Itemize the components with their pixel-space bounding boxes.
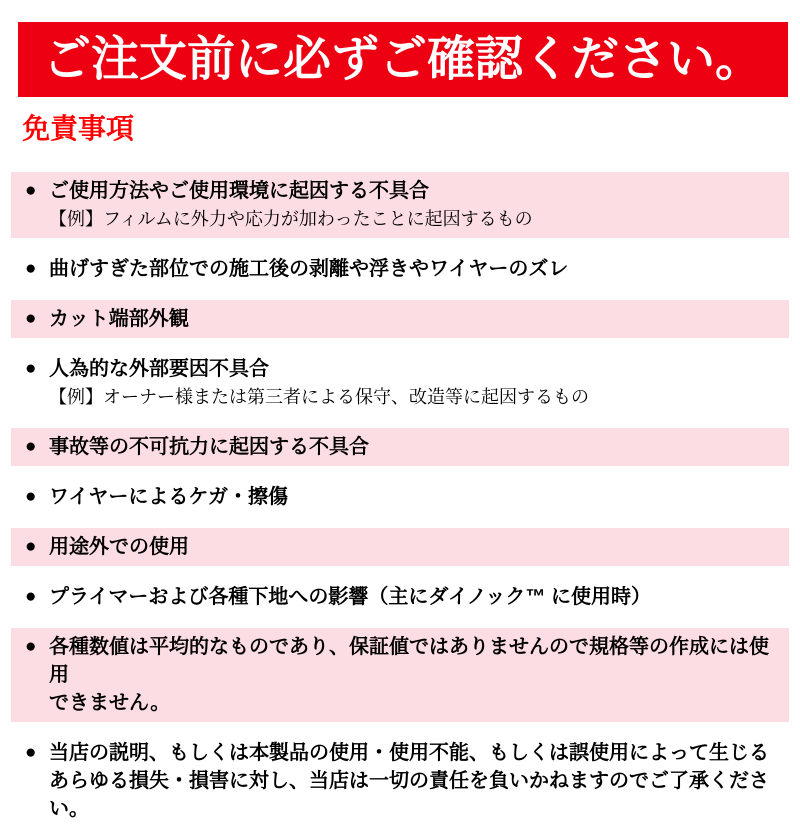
item-text-continued: あらゆる損失・損害に対し、当店は一切の責任を負いかねますのでご了承ください。	[49, 770, 769, 820]
banner-title: ご注文前に必ずご確認ください。	[42, 32, 763, 86]
item-text: ワイヤーによるケガ・擦傷	[49, 486, 288, 508]
disclaimer-heading: 免責事項	[22, 113, 135, 144]
bullet-icon: ●	[25, 258, 37, 279]
item-text: 各種数値は平均的なものであり、保証値ではありませんので規格等の作成には使用	[49, 636, 769, 686]
disclaimer-item-usage-environment	[11, 172, 789, 238]
item-text-continued: できません。	[49, 692, 171, 714]
item-text: 当店の説明、もしくは本製品の使用・使用不能、もしくは誤使用によって生じる	[49, 742, 769, 764]
bullet-icon: ●	[25, 436, 37, 457]
bullet-icon: ●	[25, 308, 37, 329]
item-text: カット端部外観	[49, 308, 189, 330]
disclaimer-item-cut-edge	[11, 300, 789, 338]
item-text: 事故等の不可抗力に起因する不具合	[49, 436, 369, 458]
item-example-text: 【例】フィルムに外力や応力が加わったことに起因するもの	[49, 209, 533, 229]
disclaimer-list	[11, 172, 789, 828]
bullet-icon: ●	[25, 358, 37, 379]
disclaimer-item-primer-substrate	[11, 578, 789, 616]
item-text: プライマーおよび各種下地への影響（主にダイノック™ に使用時）	[49, 586, 651, 608]
bullet-icon: ●	[25, 486, 37, 507]
item-example-text: 【例】オーナー様または第三者による保守、改造等に起因するもの	[49, 387, 589, 407]
disclaimer-item-wire-injury	[11, 478, 789, 516]
item-text: 人為的な外部要因不具合	[49, 358, 269, 380]
disclaimer-item-no-liability	[11, 734, 789, 828]
confirm-before-order-banner	[18, 22, 788, 97]
bullet-icon: ●	[25, 586, 37, 607]
bullet-icon: ●	[25, 536, 37, 557]
item-text: ご使用方法やご使用環境に起因する不具合	[49, 180, 429, 202]
item-text: 曲げすぎた部位での施工後の剥離や浮きやワイヤーのズレ	[49, 258, 569, 280]
bullet-icon: ●	[25, 180, 37, 201]
disclaimer-item-off-label-use	[11, 528, 789, 566]
bullet-icon: ●	[25, 742, 37, 763]
disclaimer-item-force-majeure	[11, 428, 789, 466]
disclaimer-item-bent-area	[11, 250, 789, 288]
item-text: 用途外での使用	[49, 536, 189, 558]
bullet-icon: ●	[25, 636, 37, 657]
disclaimer-item-human-factor	[11, 350, 789, 416]
disclaimer-item-average-values	[11, 628, 789, 722]
